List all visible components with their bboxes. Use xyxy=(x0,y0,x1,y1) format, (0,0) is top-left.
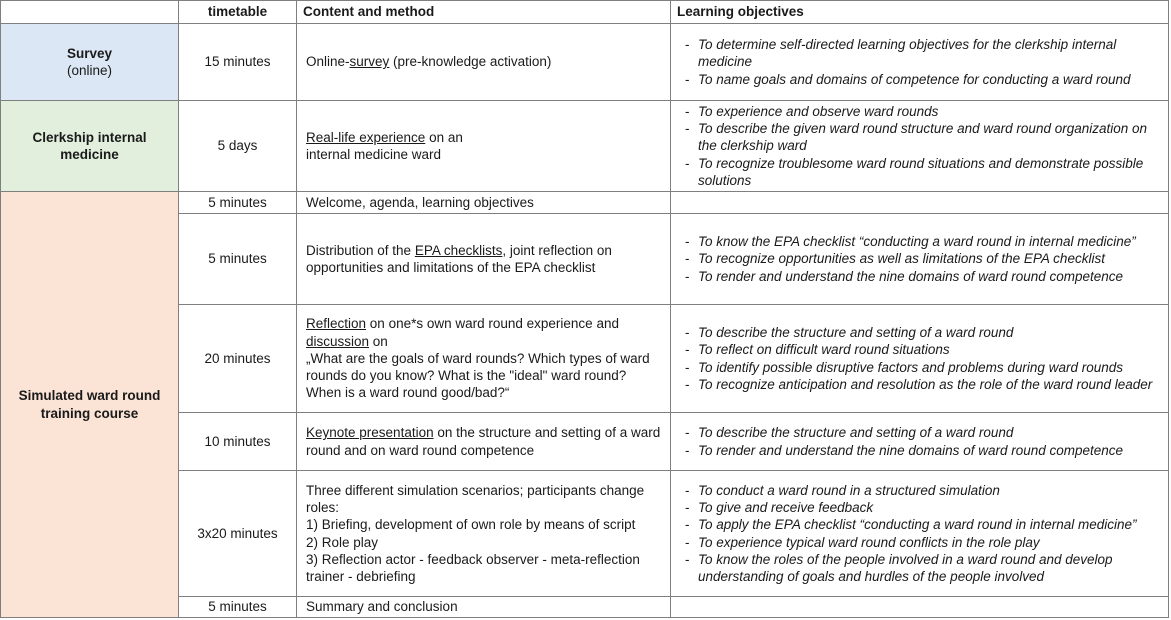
timetable-cell: 15 minutes xyxy=(179,24,297,101)
objective-item: - To experience typical ward round conflicts in the role play xyxy=(683,534,1162,551)
content-cell: Summary and conclusion xyxy=(297,597,671,618)
content-cell: Real-life experience on an internal medicine ward xyxy=(297,101,671,192)
header-phase xyxy=(1,1,179,24)
header-objectives: Learning objectives xyxy=(671,1,1169,24)
phase-survey xyxy=(1,24,179,101)
timetable-cell: 5 days xyxy=(179,101,297,192)
table-row xyxy=(1,101,1169,192)
objective-item: - To give and receive feedback xyxy=(683,499,1162,516)
content-cell: Distribution of the EPA checklists, joint reflection on opportunities and limitations of the EPA checklist xyxy=(297,214,671,305)
timetable-cell: 3x20 minutes xyxy=(179,471,297,597)
objective-item: - To experience and observe ward rounds xyxy=(683,103,1162,120)
timetable-cell: 5 minutes xyxy=(179,192,297,214)
header-content: Content and method xyxy=(297,1,671,24)
content-cell: Online-survey (pre-knowledge activation) xyxy=(297,24,671,101)
objectives-cell xyxy=(671,24,1169,101)
objective-item: - To describe the structure and setting of a ward round xyxy=(683,424,1162,441)
objectives-cell xyxy=(671,101,1169,192)
timetable-cell: 5 minutes xyxy=(179,597,297,618)
underlined-term: Keynote presentation xyxy=(306,425,434,441)
content-cell: Welcome, agenda, learning objectives xyxy=(297,192,671,214)
header-timetable: timetable xyxy=(179,1,297,24)
objectives-cell xyxy=(671,471,1169,597)
objectives-cell xyxy=(671,192,1169,214)
phase-clerkship: Clerkship internal medicine xyxy=(1,101,179,192)
table-row xyxy=(1,192,1169,214)
objective-item: - To conduct a ward round in a structured simulation xyxy=(683,482,1162,499)
objective-item: - To identify possible disruptive factors and problems during ward rounds xyxy=(683,359,1162,376)
objective-item: - To reflect on difficult ward round situations xyxy=(683,341,1162,358)
phase-subtitle: (online) xyxy=(66,63,113,78)
objective-item: - To recognize anticipation and resolution as the role of the ward round leader xyxy=(683,376,1162,393)
objectives-cell xyxy=(671,214,1169,305)
content-cell: Keynote presentation on the structure and setting of a ward round and on ward round competence xyxy=(297,413,671,471)
underlined-term: Reflection xyxy=(306,316,367,332)
underlined-term: survey xyxy=(349,54,390,70)
underlined-term: EPA checklists xyxy=(414,242,503,258)
underlined-term: Real-life experience xyxy=(306,129,426,145)
objective-item: - To recognize troublesome ward round situations and demonstrate possible solutions xyxy=(683,155,1162,190)
objective-item: - To know the EPA checklist “conducting a ward round in internal medicine” xyxy=(683,233,1162,250)
objective-item: - To apply the EPA checklist “conducting a ward round in internal medicine” xyxy=(683,516,1162,533)
objective-item: - To know the roles of the people involved in a ward round and develop understanding of goals and hurdles of the people involved xyxy=(683,551,1162,586)
underlined-term: discussion xyxy=(306,333,370,349)
objectives-cell xyxy=(671,597,1169,618)
phase-title: Survey xyxy=(66,45,113,61)
table-row xyxy=(1,24,1169,101)
objective-item: - To describe the given ward round structure and ward round organization on the clerkship ward xyxy=(683,120,1162,155)
timetable-cell: 5 minutes xyxy=(179,214,297,305)
objectives-cell xyxy=(671,413,1169,471)
timetable-cell: 20 minutes xyxy=(179,305,297,413)
content-cell: Three different simulation scenarios; participants change roles: 1) Briefing, development of own role by means of script 2) Role play 3) Reflection actor - feedback observer - meta-reflection trainer - debriefing xyxy=(297,471,671,597)
objective-item: - To determine self-directed learning objectives for the clerkship internal medicine xyxy=(683,36,1162,71)
objective-item: - To recognize opportunities as well as limitations of the EPA checklist xyxy=(683,250,1162,267)
header-row xyxy=(1,1,1169,24)
phase-simulated: Simulated ward round training course xyxy=(1,192,179,618)
objectives-cell xyxy=(671,305,1169,413)
objective-item: - To describe the structure and setting of a ward round xyxy=(683,324,1162,341)
objective-item: - To render and understand the nine domains of ward round competence xyxy=(683,268,1162,285)
content-cell: Reflection on one*s own ward round experience and discussion on „What are the goals of ward rounds? Which types of ward rounds do you know? What is the "ideal" ward round? When is a ward round good/bad?“ xyxy=(297,305,671,413)
timetable-cell: 10 minutes xyxy=(179,413,297,471)
objective-item: - To render and understand the nine domains of ward round competence xyxy=(683,442,1162,459)
objective-item: - To name goals and domains of competence for conducting a ward round xyxy=(683,71,1162,88)
